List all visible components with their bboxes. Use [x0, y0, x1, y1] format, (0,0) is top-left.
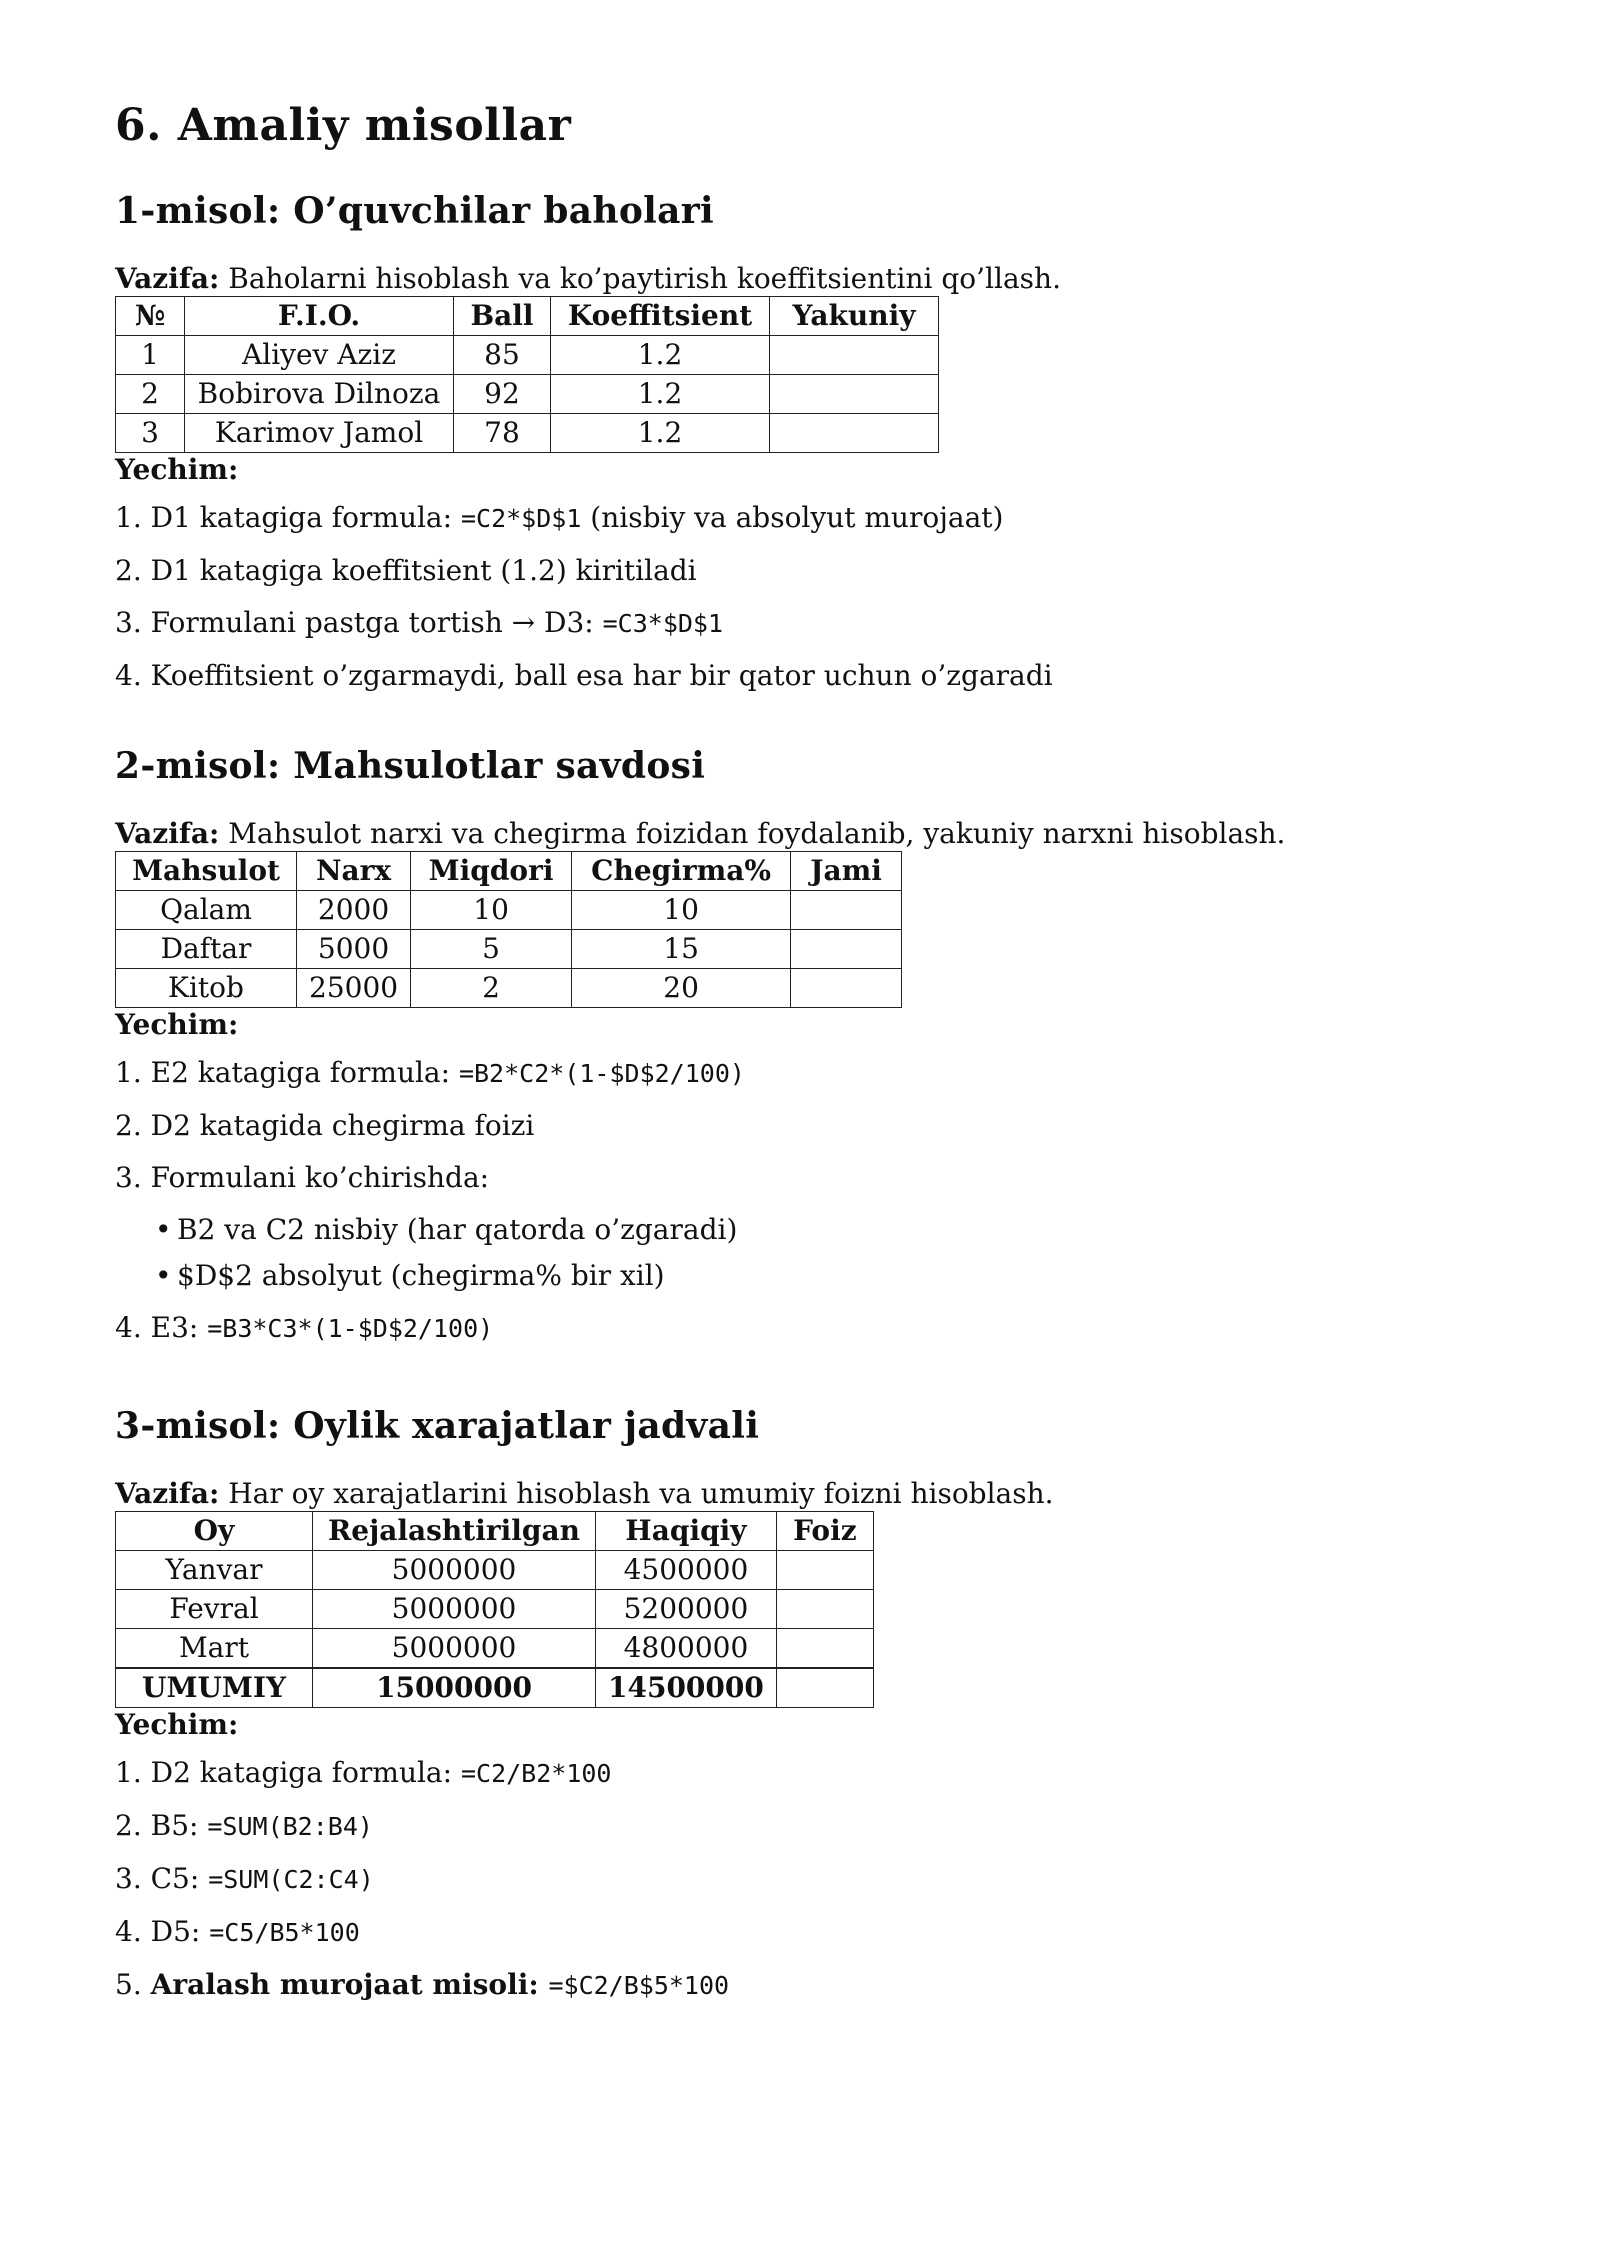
table-cell: 5000000 — [313, 1629, 596, 1669]
col-header: Foiz — [776, 1512, 873, 1551]
table-cell — [776, 1551, 873, 1590]
table-cell — [770, 375, 939, 414]
table-row — [116, 1629, 874, 1669]
table-cell: 3 — [116, 414, 185, 453]
table-cell — [791, 969, 902, 1008]
col-header: Chegirma% — [572, 852, 791, 891]
section-heading: 6. Amaliy misollar — [115, 100, 572, 151]
table-cell: 5 — [411, 930, 572, 969]
table-cell — [776, 1629, 873, 1669]
example-2-task — [115, 817, 1495, 851]
table-cell: Qalam — [116, 891, 297, 930]
products-table — [115, 851, 902, 1008]
example-3 — [115, 1405, 1495, 2003]
table-cell: 1 — [116, 336, 185, 375]
students-table — [115, 296, 939, 453]
task-text: Baholarni hisoblash va ko’paytirish koeffitsientini qo’llash. — [228, 262, 1061, 295]
solution-step: 2. D2 katagida chegirma foizi — [115, 1109, 535, 1142]
solution-step: 1. D1 katagiga formula: =C2*$D$1 (nisbiy va absolyut murojaat) — [115, 501, 1004, 534]
task-label: Vazifa: — [115, 817, 220, 850]
table-cell — [770, 414, 939, 453]
bullet-item: • B2 va C2 nisbiy (har qatorda o’zgaradi) — [155, 1213, 738, 1246]
col-header: Oy — [116, 1512, 313, 1551]
example-1-title: 1-misol: O’quvchilar baholari — [115, 190, 714, 232]
table-cell: 2 — [116, 375, 185, 414]
col-header: Ball — [454, 297, 551, 336]
example-3-title: 3-misol: Oylik xarajatlar jadvali — [115, 1405, 760, 1447]
table-cell: 1.2 — [551, 414, 770, 453]
table-cell — [770, 336, 939, 375]
table-cell: Daftar — [116, 930, 297, 969]
table-cell: 2000 — [297, 891, 411, 930]
task-label: Vazifa: — [115, 262, 220, 295]
solution-step: 1. D2 katagiga formula: =C2/B2*100 — [115, 1756, 612, 1789]
solution-steps — [115, 1056, 1495, 1346]
table-cell — [791, 891, 902, 930]
table-cell — [776, 1668, 873, 1708]
bullet-item: • $D$2 absolyut (chegirma% bir xil) — [155, 1259, 665, 1292]
table-cell: Yanvar — [116, 1551, 313, 1590]
solution-step: 5. Aralash murojaat misoli: =$C2/B$5*100 — [115, 1968, 730, 2001]
table-cell: Mart — [116, 1629, 313, 1669]
solution-label: Yechim: — [115, 1708, 239, 1741]
col-header: Koeffitsient — [551, 297, 770, 336]
table-row — [116, 891, 902, 930]
col-header: Narx — [297, 852, 411, 891]
table-cell: Bobirova Dilnoza — [185, 375, 454, 414]
table-cell: Karimov Jamol — [185, 414, 454, 453]
table-cell: 5200000 — [596, 1590, 777, 1629]
table-row — [116, 375, 939, 414]
table-cell: 2 — [411, 969, 572, 1008]
solution-step: 3. C5: =SUM(C2:C4) — [115, 1862, 374, 1895]
table-row — [116, 1551, 874, 1590]
task-label: Vazifa: — [115, 1477, 220, 1510]
table-cell: 25000 — [297, 969, 411, 1008]
col-header: F.I.O. — [185, 297, 454, 336]
solution-step: 4. D5: =C5/B5*100 — [115, 1915, 360, 1948]
table-row — [116, 336, 939, 375]
solution-step: 1. E2 katagiga formula: =B2*C2*(1-$D$2/100) — [115, 1056, 745, 1089]
table-row — [116, 969, 902, 1008]
example-1-task — [115, 262, 1495, 296]
table-cell: 15 — [572, 930, 791, 969]
solution-step: 3. Formulani ko’chirishda: — [115, 1161, 490, 1194]
table-cell: 1.2 — [551, 375, 770, 414]
table-cell: 92 — [454, 375, 551, 414]
col-header: № — [116, 297, 185, 336]
solution-step: 4. E3: =B3*C3*(1-$D$2/100) — [115, 1311, 494, 1344]
table-cell: 15000000 — [313, 1668, 596, 1708]
table-cell: 5000000 — [313, 1590, 596, 1629]
table-cell: 14500000 — [596, 1668, 777, 1708]
solution-step: 2. B5: =SUM(B2:B4) — [115, 1809, 373, 1842]
table-cell: 20 — [572, 969, 791, 1008]
table-cell — [791, 930, 902, 969]
col-header: Haqiqiy — [596, 1512, 777, 1551]
col-header: Miqdori — [411, 852, 572, 891]
total-row — [116, 1668, 874, 1708]
solution-label: Yechim: — [115, 1008, 239, 1041]
col-header: Mahsulot — [116, 852, 297, 891]
expenses-table — [115, 1511, 874, 1708]
table-cell: 5000 — [297, 930, 411, 969]
solution-step: 3. Formulani pastga tortish → D3: =C3*$D$1 — [115, 606, 724, 639]
solution-steps — [115, 501, 1495, 693]
table-cell: 78 — [454, 414, 551, 453]
example-2-title: 2-misol: Mahsulotlar savdosi — [115, 745, 706, 787]
solution-steps — [115, 1756, 1495, 2003]
table-cell: UMUMIY — [116, 1668, 313, 1708]
table-cell: Kitob — [116, 969, 297, 1008]
table-cell: 10 — [411, 891, 572, 930]
table-cell: 10 — [572, 891, 791, 930]
table-cell: 5000000 — [313, 1551, 596, 1590]
col-header: Jami — [791, 852, 902, 891]
table-cell: Aliyev Aziz — [185, 336, 454, 375]
example-2 — [115, 745, 1495, 1346]
table-row — [116, 930, 902, 969]
task-text: Mahsulot narxi va chegirma foizidan foydalanib, yakuniy narxni hisoblash. — [228, 817, 1286, 850]
table-row — [116, 1590, 874, 1629]
table-row — [116, 414, 939, 453]
table-cell: Fevral — [116, 1590, 313, 1629]
task-text: Har oy xarajatlarini hisoblash va umumiy foizni hisoblash. — [228, 1477, 1054, 1510]
solution-step: 4. Koeffitsient o’zgarmaydi, ball esa har bir qator uchun o’zgaradi — [115, 659, 1053, 692]
solution-step: 2. D1 katagiga koeffitsient (1.2) kiritiladi — [115, 554, 697, 587]
table-cell: 85 — [454, 336, 551, 375]
col-header: Yakuniy — [770, 297, 939, 336]
table-cell: 4500000 — [596, 1551, 777, 1590]
col-header: Rejalashtirilgan — [313, 1512, 596, 1551]
table-cell: 1.2 — [551, 336, 770, 375]
example-1 — [115, 190, 1495, 693]
table-cell — [776, 1590, 873, 1629]
solution-label: Yechim: — [115, 453, 239, 486]
table-cell: 4800000 — [596, 1629, 777, 1669]
example-3-task — [115, 1477, 1495, 1511]
